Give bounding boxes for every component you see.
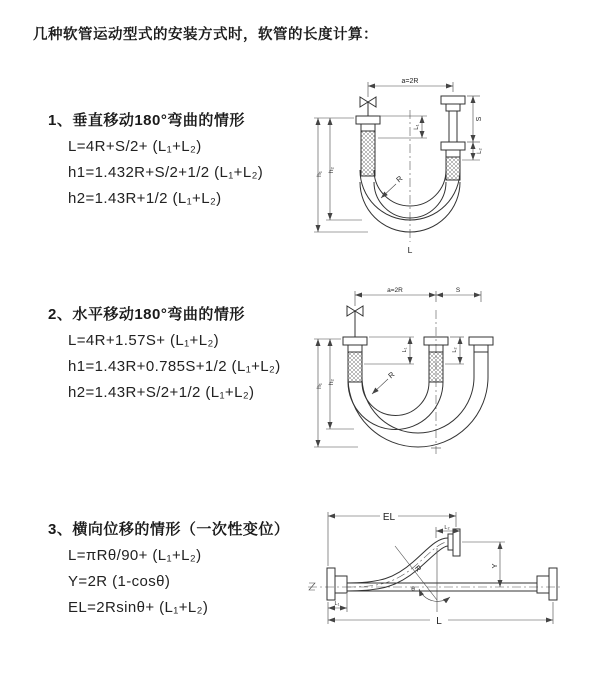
formula-line: h2=1.43R+1/2 (L₁+L₂) bbox=[68, 190, 222, 207]
section-lateral-displacement bbox=[48, 517, 289, 621]
middle-pipe-assembly bbox=[424, 337, 448, 382]
dim-l1 bbox=[364, 337, 414, 364]
formula-line: L=4R+1.57S+ (L₁+L₂) bbox=[68, 332, 220, 349]
dim-l bbox=[328, 602, 553, 627]
diagram-horizontal-180-bend bbox=[310, 282, 600, 462]
dim-label-a2r: a=2R bbox=[387, 287, 403, 294]
radius-label: R bbox=[386, 369, 397, 381]
left-pipe-assembly bbox=[343, 337, 367, 382]
dim-label-h1: h₁ bbox=[316, 383, 323, 389]
dim-l1 bbox=[328, 594, 347, 612]
radius-leader bbox=[381, 174, 405, 198]
dim-label-l2: L₂ bbox=[477, 148, 483, 154]
dim-label-a2r: a=2R bbox=[401, 78, 419, 85]
right-pipe-assembly bbox=[441, 96, 465, 180]
upper-flange bbox=[448, 529, 460, 556]
dim-label-h2: h₂ bbox=[328, 166, 335, 174]
dim-l1 bbox=[378, 116, 427, 138]
section-horizontal-movement bbox=[48, 302, 281, 406]
centerline bbox=[308, 583, 562, 590]
formula-line: EL=2Rsinθ+ (L₁+L₂) bbox=[68, 599, 209, 616]
diagram-vertical-180-bend bbox=[310, 72, 600, 262]
section-heading: 1、垂直移动180°弯曲的情形 bbox=[48, 112, 245, 129]
dim-label-l2: L₂ bbox=[452, 347, 458, 353]
formula-line: h2=1.43R+S/2+1/2 (L₁+L₂) bbox=[68, 384, 255, 401]
left-pipe-assembly bbox=[356, 116, 380, 176]
right-pipe-assembly bbox=[469, 337, 493, 377]
dim-label-l1: L₁ bbox=[414, 124, 420, 130]
formula-line: h1=1.43R+0.785S+1/2 (L₁+L₂) bbox=[68, 358, 281, 375]
formula-line: Y=2R (1-cosθ) bbox=[68, 573, 171, 590]
left-flange bbox=[327, 568, 347, 600]
dim-label-l: L bbox=[436, 616, 442, 627]
dim-label-l1: L₁ bbox=[402, 347, 408, 353]
dim-label-h2: h₂ bbox=[328, 378, 335, 386]
dim-a2r bbox=[368, 78, 453, 97]
radius-label: R bbox=[412, 563, 424, 574]
formula-line: h1=1.432R+S/2+1/2 (L₁+L₂) bbox=[68, 164, 264, 181]
right-flange bbox=[537, 568, 557, 600]
radius-and-angle bbox=[395, 546, 450, 612]
valve-icon bbox=[360, 97, 376, 116]
section-vertical-movement bbox=[48, 108, 263, 212]
dim-label-el: EL bbox=[382, 512, 396, 523]
section-heading: 2、水平移动180°弯曲的情形 bbox=[48, 306, 245, 323]
radius-leader bbox=[372, 370, 397, 394]
u-bend-arcs bbox=[348, 377, 488, 447]
radius-label: R bbox=[394, 173, 405, 185]
dim-label-s: S bbox=[476, 116, 483, 122]
dim-y bbox=[462, 542, 505, 587]
dim-label-l2: L₂ bbox=[444, 525, 450, 531]
page-title: 几种软管运动型式的安装方式时，软管的长度计算： bbox=[33, 27, 378, 43]
dim-a2r bbox=[355, 287, 481, 306]
angle-label: θ bbox=[411, 586, 415, 593]
dim-label-y: Y bbox=[490, 563, 499, 569]
dim-label-l1: L₁ bbox=[334, 601, 340, 607]
length-label: L bbox=[407, 245, 413, 255]
formula-line: L=4R+S/2+ (L₁+L₂) bbox=[68, 138, 202, 155]
dim-label-s: S bbox=[455, 287, 461, 294]
break-symbol bbox=[309, 583, 315, 590]
dim-h2 bbox=[326, 118, 362, 220]
formula-line: L=πRθ/90+ (L₁+L₂) bbox=[68, 547, 202, 564]
dim-label-h1: h₁ bbox=[316, 171, 323, 177]
section-heading: 3、横向位移的情形（一次性变位） bbox=[48, 521, 290, 538]
valve-icon bbox=[347, 306, 363, 337]
diagram-lateral-displacement bbox=[300, 498, 600, 638]
